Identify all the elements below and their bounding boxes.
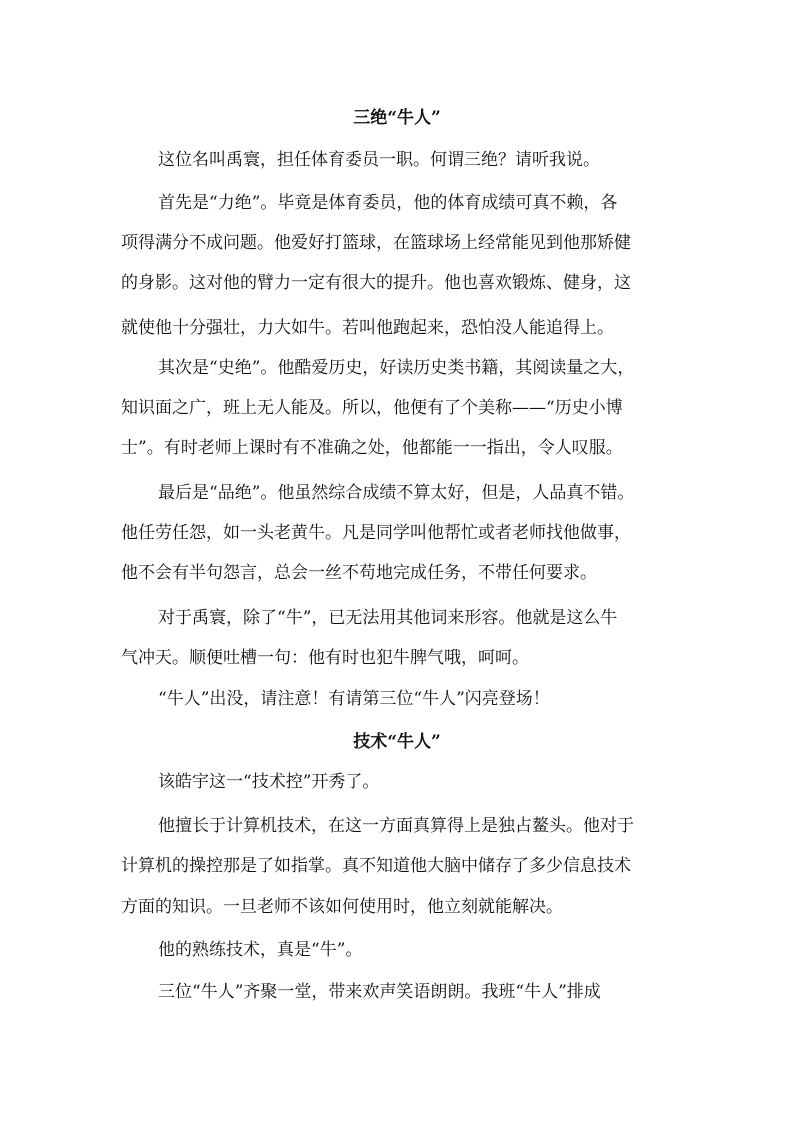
paragraph-skill-line: 他擅长于计算机技术，在这一方面真算得上是独占鳌头。他对于 bbox=[158, 816, 634, 836]
paragraph-history-line: 其次是“史绝”。他酷爱历史，好读历史类书籍，其阅读量之大， bbox=[158, 358, 635, 378]
paragraph-power-line: 就使他十分强壮，力大如牛。若叫他跑起来，恐怕没人能追得上。 bbox=[121, 318, 614, 338]
paragraph-power-line: 首先是“力绝”。毕竟是体育委员，他的体育成绩可真不赖，各 bbox=[158, 193, 618, 213]
paragraph-power-line: 的身影。这对他的臂力一定有很大的提升。他也喜欢锻炼、健身，这 bbox=[121, 273, 631, 293]
paragraph-skill-line: 计算机的操控那是了如指掌。真不知道他大脑中储存了多少信息技术 bbox=[121, 856, 631, 876]
paragraph-skill-line: 方面的知识。一旦老师不该如何使用时，他立刻就能解决。 bbox=[121, 897, 563, 917]
paragraph-transition: “牛人”出没，请注意！有请第三位“牛人”闪亮登场！ bbox=[158, 689, 550, 709]
paragraph-power-line: 项得满分不成问题。他爱好打篮球，在篮球场上经常能见到他那矫健 bbox=[121, 233, 631, 253]
section-title-tech: 技术“牛人” bbox=[353, 732, 441, 752]
section-title-three-skills: 三绝“牛人” bbox=[353, 108, 441, 128]
paragraph-character-line: 他不会有半句怨言，总会一丝不苟地完成任务，不带任何要求。 bbox=[121, 563, 597, 583]
paragraph-tech-intro: 该皓宇这一“技术控”开秀了。 bbox=[158, 772, 380, 792]
paragraph-history-line: 知识面之广，班上无人能及。所以，他便有了个美称——“历史小博 bbox=[121, 398, 623, 418]
paragraph-summary-line: 对于禹寰，除了“牛”，已无法用其他词来形容。他就是这么牛 bbox=[158, 608, 618, 628]
paragraph-summary-line: 气冲天。顺便吐槽一句：他有时也犯牛脾气哦，呵呵。 bbox=[121, 648, 529, 668]
paragraph-intro: 这位名叫禹寰，担任体育委员一职。何谓三绝？请听我说。 bbox=[158, 150, 600, 170]
paragraph-character-line: 最后是“品绝”。他虽然综合成绩不算太好，但是，人品真不错。 bbox=[158, 483, 635, 503]
paragraph-history-line: 士”。有时老师上课时有不准确之处，他都能一一指出，令人叹服。 bbox=[121, 438, 623, 458]
paragraph-character-line: 他任劳任怨，如一头老黄牛。凡是同学叫他帮忙或者老师找他做事， bbox=[121, 523, 631, 543]
paragraph-praise: 他的熟练技术，真是“牛”。 bbox=[158, 940, 363, 960]
paragraph-closing: 三位“牛人”齐聚一堂，带来欢声笑语朗朗。我班“牛人”排成 bbox=[158, 982, 601, 1002]
